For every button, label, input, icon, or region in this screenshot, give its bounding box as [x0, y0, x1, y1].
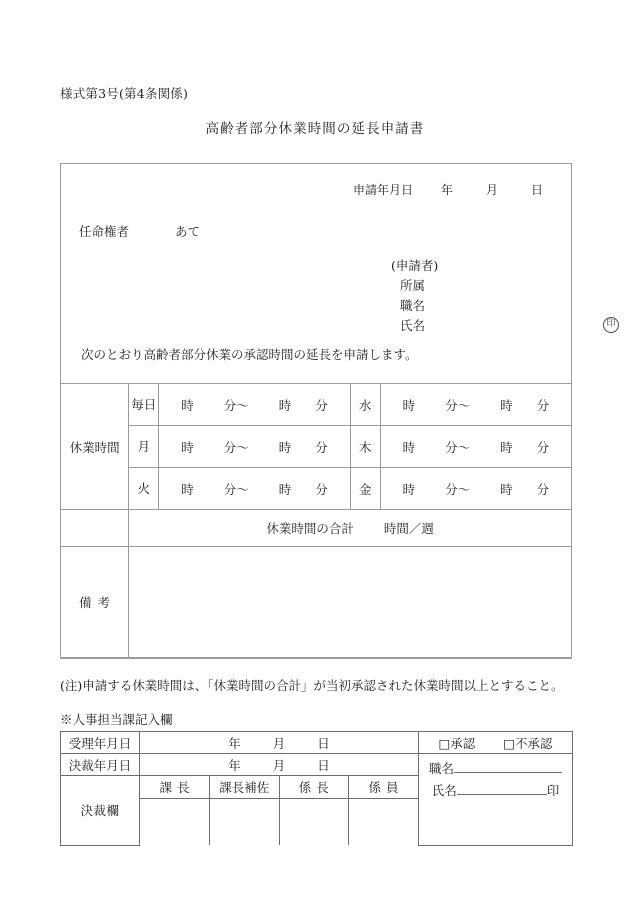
day-cell-mon: 月: [129, 426, 159, 468]
month-label: 月: [486, 183, 499, 197]
minute-to-label: 分〜: [223, 439, 249, 455]
hr-section-heading: ※人事担当課記入欄: [60, 712, 173, 727]
applicant-heading: (申請者): [391, 258, 439, 273]
rank-stamp-row: [140, 799, 418, 846]
day-label: 日: [531, 183, 544, 197]
receipt-date-label: 受理年月日: [61, 732, 140, 754]
total-row-spacer: [61, 510, 129, 547]
table-row: [61, 547, 571, 658]
approval-section-label: 決裁欄: [61, 776, 140, 846]
table-row: [61, 468, 571, 510]
hour-label-2: 時: [278, 439, 292, 455]
total-cell[interactable]: [129, 510, 571, 547]
hour-label-2: 時: [278, 481, 292, 497]
approval-checkbox-cell[interactable]: [419, 732, 573, 754]
day-cell-thu: 木: [350, 426, 380, 468]
leave-time-row-label: 休業時間: [61, 384, 129, 510]
rank-stamp-kakaricho[interactable]: [279, 799, 349, 846]
form-number: 様式第3号(第4条関係): [60, 86, 189, 101]
hr-name-label: 氏名: [431, 783, 457, 798]
total-label: 休業時間の合計: [266, 521, 354, 536]
hour-label: 時: [181, 439, 194, 455]
rank-header-kachohosa: 課長補佐: [210, 776, 280, 799]
time-slot-tue[interactable]: [159, 468, 350, 510]
name-label: 氏名: [400, 318, 426, 333]
time-slot-wed[interactable]: [380, 384, 571, 426]
hour-label-2: 時: [500, 397, 513, 413]
rank-header-kakariin: 係員: [349, 776, 419, 799]
hour-label: 時: [181, 481, 194, 497]
year-label: 年: [228, 757, 241, 773]
time-slot-everyday[interactable]: [159, 384, 350, 426]
minute-label: 分: [536, 439, 550, 455]
hour-label-2: 時: [500, 481, 513, 497]
hour-label-2: 時: [278, 397, 292, 413]
time-slot-fri[interactable]: [380, 468, 571, 510]
day-cell-tue: 火: [129, 468, 159, 510]
minute-label: 分: [315, 481, 328, 497]
minute-to-label: 分〜: [445, 481, 471, 497]
table-row: [61, 426, 571, 468]
total-unit: 時間／週: [383, 521, 434, 536]
application-statement: 次のとおり高齢者部分休業の承認時間の延長を申請します。: [81, 347, 418, 362]
leave-time-table: [61, 383, 571, 658]
table-row: [61, 732, 573, 754]
minute-label: 分: [315, 439, 328, 455]
appointer-label: 任命権者: [79, 224, 130, 239]
hr-name-rule[interactable]: [457, 780, 547, 795]
hr-position-rule[interactable]: [454, 758, 562, 773]
application-date-label: 申請年月日: [353, 183, 414, 197]
minute-to-label: 分〜: [445, 397, 471, 413]
application-date-line: [353, 181, 543, 198]
minute-label: 分: [536, 397, 550, 413]
remarks-label: 備考: [61, 547, 129, 658]
decision-date-field[interactable]: [140, 754, 419, 776]
rank-header-kacho: 課長: [140, 776, 210, 799]
hour-label: 時: [402, 397, 416, 413]
hour-label: 時: [181, 397, 194, 413]
remarks-field[interactable]: [129, 547, 571, 658]
time-slot-mon[interactable]: [159, 426, 350, 468]
hour-label-2: 時: [500, 439, 513, 455]
minute-label: 分: [536, 481, 550, 497]
year-label: 年: [441, 183, 454, 197]
table-row: [61, 510, 571, 547]
signature-cell[interactable]: [419, 754, 573, 846]
applicant-section: [61, 164, 616, 383]
table-row: [61, 754, 573, 776]
approve-checkbox[interactable]: □承認: [438, 735, 476, 751]
applicant-info-block: [391, 256, 616, 336]
appointer-line: [79, 222, 200, 240]
hr-name-line: [429, 780, 562, 802]
hr-seal-label: 印: [546, 783, 560, 798]
rank-stamp-kachohosa[interactable]: [210, 799, 280, 846]
hr-position-line: [429, 758, 562, 780]
affiliation-label: 所属: [400, 278, 426, 293]
main-form-box: [60, 163, 616, 659]
hr-position-label: 職名: [429, 761, 455, 776]
rank-stamp-kakariin[interactable]: [349, 799, 419, 846]
position-label: 職名: [400, 298, 426, 313]
hr-approval-table: [60, 731, 573, 846]
minute-label: 分: [315, 397, 328, 413]
table-row: [61, 384, 571, 426]
hour-label: 時: [402, 481, 416, 497]
day-cell-fri: 金: [350, 468, 380, 510]
month-label: 月: [272, 757, 286, 773]
day-cell-everyday: 毎日: [129, 384, 159, 426]
form-note: (注)申請する休業時間は、「休業時間の合計」が当初承認された休業時間以上とすること。: [60, 678, 564, 693]
minute-to-label: 分〜: [445, 439, 471, 455]
day-label: 日: [317, 757, 330, 773]
day-label: 日: [317, 735, 330, 751]
year-label: 年: [228, 735, 241, 751]
reject-checkbox[interactable]: □不承認: [503, 735, 553, 751]
hour-label: 時: [402, 439, 416, 455]
decision-date-label: 決裁年月日: [61, 754, 140, 776]
name-label-row: [391, 316, 616, 336]
day-cell-wed: 水: [350, 384, 380, 426]
seal-icon: 印: [603, 317, 619, 333]
receipt-date-field[interactable]: [140, 732, 419, 754]
addressee-label: あて: [175, 224, 201, 239]
minute-to-label: 分〜: [223, 397, 249, 413]
minute-to-label: 分〜: [223, 481, 249, 497]
rank-header-row: [140, 776, 418, 799]
time-slot-thu[interactable]: [380, 426, 571, 468]
rank-header-kakaricho: 係長: [279, 776, 349, 799]
document-title: 高齢者部分休業時間の延長申請書: [205, 121, 425, 137]
rank-stamp-kacho[interactable]: [140, 799, 210, 846]
month-label: 月: [272, 735, 286, 751]
